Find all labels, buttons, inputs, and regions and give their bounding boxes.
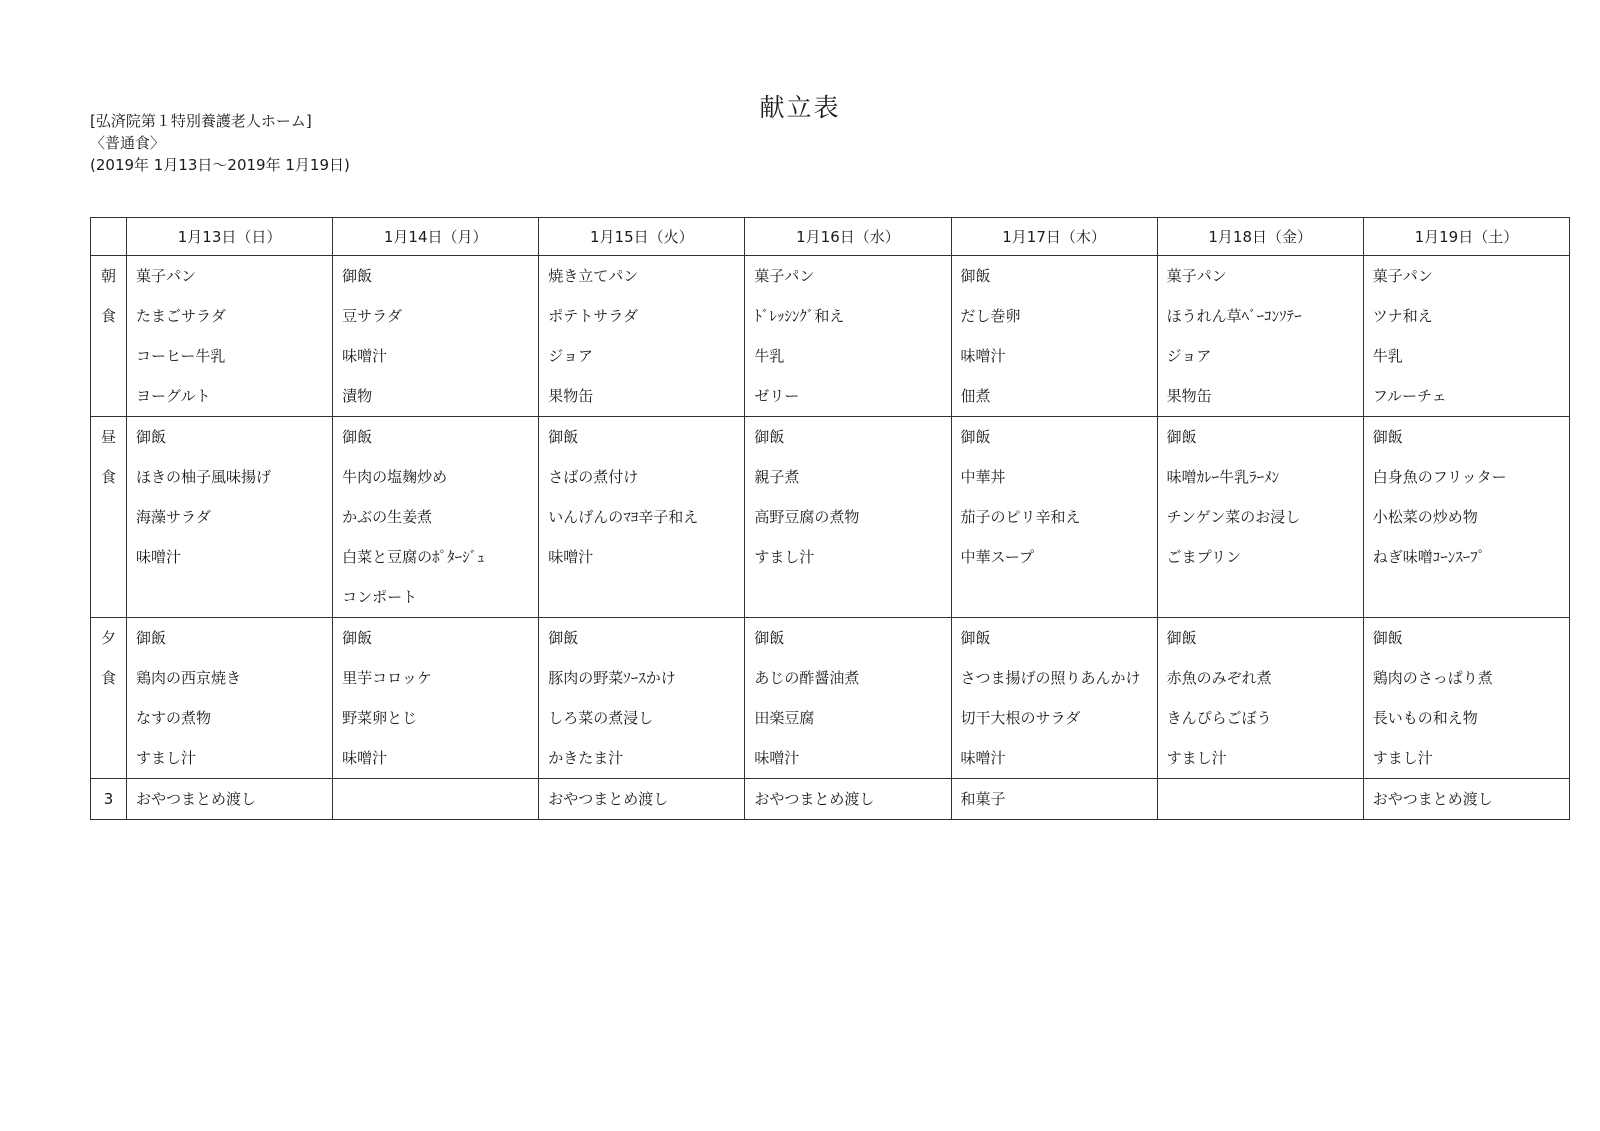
dish-item: すまし汁 bbox=[754, 548, 815, 566]
dish-list bbox=[1364, 618, 1569, 778]
dish-item: たまごサラダ bbox=[136, 307, 226, 325]
dish-item: コーヒー牛乳 bbox=[136, 347, 226, 365]
dish-item: 御飯 bbox=[754, 629, 785, 647]
dish-item: おやつまとめ渡し bbox=[136, 790, 257, 808]
meal-label bbox=[91, 779, 127, 820]
dish-item: 味噌汁 bbox=[548, 548, 594, 566]
dish-item: しろ菜の煮浸し bbox=[548, 709, 654, 727]
meal-label-char: 食 bbox=[101, 468, 117, 486]
menu-cell bbox=[745, 618, 951, 779]
dish-item: 高野豆腐の煮物 bbox=[754, 508, 860, 526]
menu-cell bbox=[1363, 417, 1569, 618]
dish-item: 牛乳 bbox=[754, 347, 785, 365]
dish-item: 御飯 bbox=[1372, 428, 1403, 446]
menu-cell bbox=[127, 417, 333, 618]
dish-list bbox=[745, 256, 950, 416]
dish-item: 御飯 bbox=[548, 428, 579, 446]
dish-item: 御飯 bbox=[960, 428, 991, 446]
dish-item: 御飯 bbox=[342, 428, 373, 446]
dish-item: さばの煮付け bbox=[548, 468, 639, 486]
dish-item: 牛乳 bbox=[1372, 347, 1403, 365]
dish-item: 野菜卵とじ bbox=[342, 709, 418, 727]
dish-item: さつま揚げの照りあんかけ bbox=[960, 669, 1141, 687]
menu-cell bbox=[1363, 779, 1569, 820]
menu-cell bbox=[1363, 256, 1569, 417]
day-header: 1月14日（月） bbox=[333, 218, 539, 256]
meal-label-char: 3 bbox=[103, 790, 114, 808]
dish-item: 牛肉の塩麹炒め bbox=[342, 468, 448, 486]
dish-list bbox=[333, 417, 538, 617]
dish-item: 親子煮 bbox=[754, 468, 800, 486]
dish-item: 小松菜の炒め物 bbox=[1372, 508, 1478, 526]
dish-item: 果物缶 bbox=[548, 387, 594, 405]
dish-item: あじの酢醤油煮 bbox=[754, 669, 860, 687]
dish-list bbox=[745, 779, 950, 819]
menu-table bbox=[90, 217, 1570, 820]
dish-item: おやつまとめ渡し bbox=[548, 790, 669, 808]
menu-cell bbox=[539, 618, 745, 779]
meal-label-char: 昼 bbox=[101, 428, 117, 446]
menu-cell bbox=[127, 618, 333, 779]
dish-item: 佃煮 bbox=[960, 387, 991, 405]
dish-item: 菓子パン bbox=[136, 267, 197, 285]
dish-list bbox=[1158, 417, 1363, 577]
day-header: 1月13日（日） bbox=[127, 218, 333, 256]
dish-item: かきたま汁 bbox=[548, 749, 624, 767]
dish-item: チンゲン菜のお浸し bbox=[1166, 508, 1301, 526]
dish-item: 御飯 bbox=[1166, 428, 1197, 446]
dish-list bbox=[952, 618, 1157, 778]
corner-cell bbox=[91, 218, 127, 256]
menu-cell bbox=[951, 256, 1157, 417]
menu-cell bbox=[539, 417, 745, 618]
menu-cell bbox=[1157, 417, 1363, 618]
dish-item: 御飯 bbox=[1166, 629, 1197, 647]
dish-item: 味噌汁 bbox=[960, 749, 1006, 767]
day-header-row bbox=[91, 218, 1570, 256]
dish-list bbox=[1158, 618, 1363, 778]
diet-type: 〈普通食〉 bbox=[90, 134, 166, 152]
dish-item: 菓子パン bbox=[754, 267, 815, 285]
dish-list bbox=[745, 417, 950, 577]
dish-item: ジョア bbox=[1166, 347, 1212, 365]
dish-list bbox=[539, 256, 744, 416]
dish-item: おやつまとめ渡し bbox=[754, 790, 875, 808]
meal-label-char: 食 bbox=[101, 307, 117, 325]
dish-item: 御飯 bbox=[960, 267, 991, 285]
dish-item: 鶏肉のさっぱり煮 bbox=[1372, 669, 1493, 687]
dish-item: いんげんのﾏﾖ辛子和え bbox=[548, 508, 699, 526]
dish-item: 果物缶 bbox=[1166, 387, 1212, 405]
dish-item: 田楽豆腐 bbox=[754, 709, 815, 727]
dish-item: 漬物 bbox=[342, 387, 373, 405]
dish-item: すまし汁 bbox=[1166, 749, 1227, 767]
dish-item: 海藻サラダ bbox=[136, 508, 211, 526]
dish-list bbox=[539, 779, 744, 819]
dish-item: 長いもの和え物 bbox=[1372, 709, 1478, 727]
dish-item: 御飯 bbox=[1372, 629, 1403, 647]
dish-item: 焼き立てパン bbox=[548, 267, 639, 285]
dish-item: 中華スープ bbox=[960, 548, 1035, 566]
dish-item: 中華丼 bbox=[960, 468, 1006, 486]
meal-label-char: 夕 bbox=[101, 629, 117, 647]
dish-item: 切干大根のサラダ bbox=[960, 709, 1081, 727]
day-header: 1月16日（水） bbox=[745, 218, 951, 256]
menu-cell bbox=[951, 417, 1157, 618]
dish-list bbox=[745, 618, 950, 778]
dish-list bbox=[1364, 779, 1569, 819]
meal-row-lunch bbox=[91, 417, 1570, 618]
dish-list bbox=[539, 417, 744, 577]
dish-list bbox=[1158, 256, 1363, 416]
dish-item: ねぎ味噌ｺｰﾝｽｰﾌﾟ bbox=[1372, 548, 1486, 566]
menu-cell bbox=[333, 256, 539, 417]
dish-item: ポテトサラダ bbox=[548, 307, 639, 325]
dish-list bbox=[333, 618, 538, 778]
menu-cell bbox=[333, 779, 539, 820]
dish-item: おやつまとめ渡し bbox=[1372, 790, 1493, 808]
dish-item: 和菓子 bbox=[960, 790, 1006, 808]
dish-item: なすの煮物 bbox=[136, 709, 212, 727]
dish-item: 御飯 bbox=[754, 428, 785, 446]
dish-item: 御飯 bbox=[136, 629, 167, 647]
dish-item: ほうれん草ﾍﾞｰｺﾝｿﾃｰ bbox=[1166, 307, 1302, 325]
dish-item: ごまプリン bbox=[1166, 548, 1242, 566]
dish-item: ほきの柚子風味揚げ bbox=[136, 468, 272, 486]
dish-item: ﾄﾞﾚｯｼﾝｸﾞ和え bbox=[754, 307, 845, 325]
dish-item: 鶏肉の西京焼き bbox=[136, 669, 242, 687]
day-header: 1月17日（木） bbox=[951, 218, 1157, 256]
dish-item: 白菜と豆腐のﾎﾟﾀｰｼﾞｭ bbox=[342, 548, 485, 566]
menu-cell bbox=[539, 779, 745, 820]
dish-item: フルーチェ bbox=[1372, 387, 1447, 405]
dish-item: ヨーグルト bbox=[136, 387, 211, 405]
day-header: 1月15日（火） bbox=[539, 218, 745, 256]
dish-item: 御飯 bbox=[342, 629, 373, 647]
menu-cell bbox=[333, 618, 539, 779]
dish-list bbox=[1364, 256, 1569, 416]
menu-cell bbox=[127, 256, 333, 417]
dish-list bbox=[127, 417, 332, 577]
menu-cell bbox=[951, 779, 1157, 820]
dish-list bbox=[539, 618, 744, 778]
menu-cell bbox=[1157, 618, 1363, 779]
dish-item: コンポート bbox=[342, 588, 418, 606]
dish-item: すまし汁 bbox=[1372, 749, 1433, 767]
dish-item: 菓子パン bbox=[1372, 267, 1433, 285]
meal-label-char: 朝 bbox=[101, 267, 117, 285]
dish-list bbox=[333, 256, 538, 416]
page-title: 献立表 bbox=[759, 93, 841, 122]
dish-item: きんぴらごぼう bbox=[1166, 709, 1272, 727]
dish-item: すまし汁 bbox=[136, 749, 197, 767]
dish-item: ゼリー bbox=[754, 387, 800, 405]
dish-item: 白身魚のフリッター bbox=[1372, 468, 1507, 486]
menu-cell bbox=[951, 618, 1157, 779]
dish-list bbox=[127, 779, 332, 819]
meal-row-dinner bbox=[91, 618, 1570, 779]
dish-item: 味噌汁 bbox=[342, 749, 388, 767]
menu-cell bbox=[745, 779, 951, 820]
meal-row-snack bbox=[91, 779, 1570, 820]
dish-item: 味噌汁 bbox=[754, 749, 800, 767]
dish-item: 御飯 bbox=[136, 428, 167, 446]
meal-label-char: 食 bbox=[101, 669, 117, 687]
dish-list bbox=[127, 256, 332, 416]
meal-label bbox=[91, 256, 127, 417]
dish-list bbox=[952, 417, 1157, 577]
menu-cell bbox=[333, 417, 539, 618]
menu-cell bbox=[127, 779, 333, 820]
menu-cell bbox=[1363, 618, 1569, 779]
dish-item: 御飯 bbox=[960, 629, 991, 647]
dish-item: 赤魚のみぞれ煮 bbox=[1166, 669, 1272, 687]
day-header: 1月18日（金） bbox=[1157, 218, 1363, 256]
menu-cell bbox=[1157, 779, 1363, 820]
dish-item: 里芋コロッケ bbox=[342, 669, 432, 687]
meal-label bbox=[91, 417, 127, 618]
dish-item: ツナ和え bbox=[1372, 307, 1433, 325]
dish-item: 菓子パン bbox=[1166, 267, 1227, 285]
menu-cell bbox=[745, 417, 951, 618]
dish-item: かぶの生姜煮 bbox=[342, 508, 433, 526]
menu-period: (2019年 1月13日～2019年 1月19日) bbox=[90, 156, 350, 174]
menu-cell bbox=[1157, 256, 1363, 417]
menu-cell bbox=[745, 256, 951, 417]
dish-list bbox=[127, 618, 332, 778]
dish-item: 味噌ｶﾚｰ牛乳ﾗｰﾒﾝ bbox=[1166, 468, 1280, 486]
dish-item: ジョア bbox=[548, 347, 593, 365]
dish-list bbox=[1364, 417, 1569, 577]
document-header bbox=[90, 110, 350, 176]
facility-name: [弘済院第１特別養護老人ホーム] bbox=[90, 112, 312, 130]
dish-item: 味噌汁 bbox=[136, 548, 182, 566]
dish-list bbox=[952, 256, 1157, 416]
dish-item: 味噌汁 bbox=[960, 347, 1006, 365]
dish-item: 味噌汁 bbox=[342, 347, 388, 365]
dish-item: 茄子のピリ辛和え bbox=[960, 508, 1081, 526]
dish-item: 御飯 bbox=[342, 267, 373, 285]
dish-item: 御飯 bbox=[548, 629, 579, 647]
dish-item: 豆サラダ bbox=[342, 307, 402, 325]
dish-item: 豚肉の野菜ｿｰｽかけ bbox=[548, 669, 676, 687]
day-header: 1月19日（土） bbox=[1363, 218, 1569, 256]
dish-item: だし巻卵 bbox=[960, 307, 1021, 325]
dish-list bbox=[952, 779, 1157, 819]
menu-cell bbox=[539, 256, 745, 417]
meal-label bbox=[91, 618, 127, 779]
meal-row-breakfast bbox=[91, 256, 1570, 417]
